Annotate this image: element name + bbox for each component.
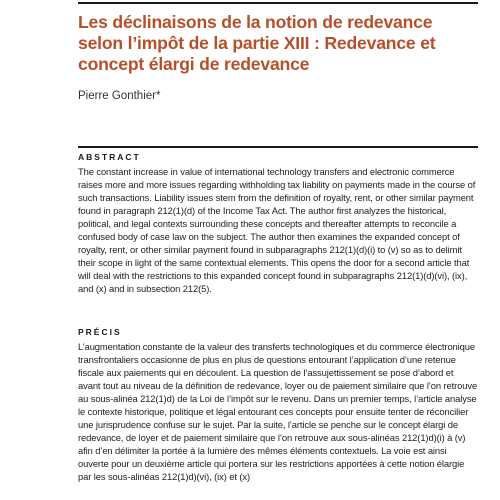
abstract-text: The constant increase in value of international technology transfers and electronic commerce raises more and more issues regarding withholding tax liability on payments made in the course of such transactions. Liability issues stem from the definition of royalty, rent, or other similar payment found in paragraph 212(1)(d) of the Income Tax Act. The author first analyzes the historical, political, and legal contexts surrounding these concepts and thereafter attempts to reconcile a confused body of case law on the subject. The author then examines the expanded concept of royalty, rent, or other similar payment found in subparagraphs 212(1)(d)(i) to (v) so as to delimit their scope in light of the same contextual elements. This opens the door for a second article that will deal with the restrictions to this expanded concept found in subparagraphs 212(1)(d)(vi), (ix), and (x) and in subsection 212(5). [78,166,476,294]
top-rule [78,2,478,4]
precis-text: L’augmentation constante de la valeur des transferts technologiques et du commerce électronique transfrontaliers occasionne de plus en plus de questions entourant l’application d’une retenue fiscale aux paiements qui en découlent. La question de l’assujettissement se pose d’abord et avant tout au niveau de la définition de redevance, loyer ou de paiement similaire que l’on retrouve au sous-alinéa 212(1)d) de la Loi de l’impôt sur le revenu. Dans un premier temps, l’article analyse le contexte historique, politique et légal entourant ces concepts pour ensuite tenter de réconcilier une jurisprudence confuse sur le sujet. Par la suite, l’article se penche sur le concept élargi de redevance, de loyer et de paiement similaire que l’on retrouve aux sous-alinéas 212(1)d)(i) à (v) afin d’en délimiter la portée à la lumière des mêmes éléments contextuels. La voie est ainsi ouverte pour un deuxième article qui portera sur les restrictions apportées à cette notion élargie par les sous-alinéas 212(1)d)(vi), (ix) et (x) [78,341,478,482]
article-title: Les déclinaisons de la notion de redevance selon l’impôt de la partie XIII : Redevance et concept élargi de redevance [78,12,436,74]
abstract-rule [78,146,478,148]
abstract-heading: ABSTRACT [78,152,141,162]
precis-heading: PRÉCIS [78,327,122,337]
article-author: Pierre Gonthier* [78,90,161,102]
